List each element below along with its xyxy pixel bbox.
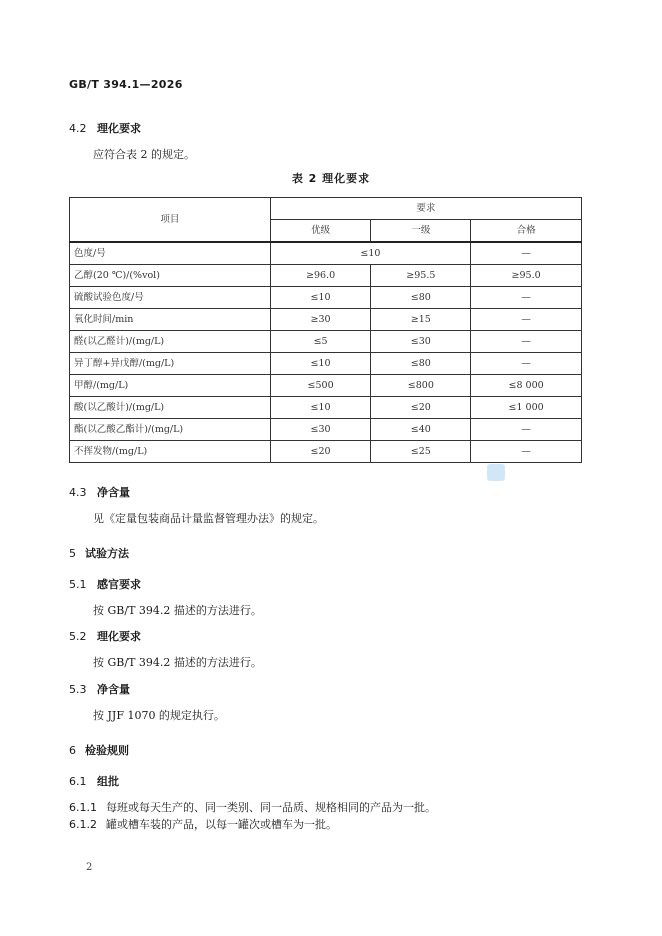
section-5-3-text: 按 JJF 1070 的规定执行。 (93, 709, 225, 722)
row-value: ≤10 (270, 353, 371, 375)
row-value: — (471, 419, 582, 441)
requirements-table (69, 197, 582, 463)
row-value: ≤80 (371, 353, 471, 375)
standard-code: GB/T 394.1—2026 (69, 78, 183, 91)
row-item: 酯(以乙酸乙酯计)/(mg/L) (70, 419, 271, 441)
row-value: ≤25 (371, 441, 471, 463)
row-value: ≤5 (270, 331, 371, 353)
row-value: — (471, 353, 582, 375)
section-number: 4.3 (69, 486, 87, 499)
header-grade: 优级 (270, 220, 371, 243)
row-item: 异丁醇+异戊醇/(mg/L) (70, 353, 271, 375)
row-item: 不挥发物/(mg/L) (70, 441, 271, 463)
section-number: 6.1 (69, 775, 87, 788)
clause-text: 罐或槽车装的产品，以每一罐次或槽车为一批。 (106, 818, 337, 831)
row-value: — (471, 441, 582, 463)
row-value: — (471, 287, 582, 309)
row-value: — (471, 242, 582, 265)
section-title: 检验规则 (85, 744, 129, 757)
section-number: 5.2 (69, 630, 87, 643)
row-value: ≤30 (270, 419, 371, 441)
section-4-3-text: 见《定量包装商品计量监督管理办法》的规定。 (93, 512, 324, 525)
row-value: — (471, 331, 582, 353)
row-value: ≥15 (371, 309, 471, 331)
row-value: ≤80 (371, 287, 471, 309)
row-value: ≤800 (371, 375, 471, 397)
row-value: ≥30 (270, 309, 371, 331)
table-row (70, 309, 582, 331)
table-row (70, 419, 582, 441)
clause-6-1-2 (69, 816, 337, 832)
clause-number: 6.1.2 (69, 818, 97, 831)
clause-6-1-1 (69, 799, 436, 815)
section-title: 净含量 (97, 486, 130, 499)
row-value: ≥96.0 (270, 265, 371, 287)
section-title: 组批 (97, 775, 119, 788)
row-value: ≤1 000 (471, 397, 582, 419)
row-value: ≤10 (270, 397, 371, 419)
row-value: ≤20 (371, 397, 471, 419)
section-title: 理化要求 (97, 630, 141, 643)
section-number: 4.2 (69, 122, 87, 135)
table-row (70, 242, 582, 265)
header-requirement: 要求 (270, 198, 581, 220)
row-value: ≤20 (270, 441, 371, 463)
row-value: ≥95.0 (471, 265, 582, 287)
table-row (70, 331, 582, 353)
row-item: 乙醇(20 ℃)/(%vol) (70, 265, 271, 287)
table-row (70, 375, 582, 397)
section-6-heading (69, 742, 129, 758)
header-item: 项目 (70, 198, 271, 243)
row-value: ≤500 (270, 375, 371, 397)
header-grade: 合格 (471, 220, 582, 243)
row-value: ≤40 (371, 419, 471, 441)
row-value: ≤8 000 (471, 375, 582, 397)
section-6-1-heading (69, 773, 119, 789)
table-title: 表 2 理化要求 (291, 172, 371, 185)
section-number: 5 (69, 547, 76, 560)
table-row (70, 441, 582, 463)
section-title: 试验方法 (85, 547, 129, 560)
row-value: ≤30 (371, 331, 471, 353)
row-item: 色度/号 (70, 242, 271, 265)
row-item: 硫酸试验色度/号 (70, 287, 271, 309)
table-row (70, 397, 582, 419)
row-item: 醛(以乙醛计)/(mg/L) (70, 331, 271, 353)
section-4-2-text: 应符合表 2 的规定。 (93, 148, 195, 161)
page-number: 2 (86, 862, 93, 873)
section-5-2-text: 按 GB/T 394.2 描述的方法进行。 (93, 656, 262, 669)
section-number: 6 (69, 744, 76, 757)
section-5-2-heading (69, 628, 141, 644)
section-title: 净含量 (97, 683, 130, 696)
clause-text: 每班或每天生产的、同一类别、同一品质、规格相同的产品为一批。 (106, 801, 436, 814)
section-5-3-heading (69, 681, 130, 697)
table-row (70, 287, 582, 309)
watermark-stamp (487, 464, 505, 481)
row-value: ≤10 (270, 287, 371, 309)
section-number: 5.1 (69, 578, 87, 591)
section-number: 5.3 (69, 683, 87, 696)
section-4-3-heading (69, 484, 130, 500)
row-item: 氧化时间/min (70, 309, 271, 331)
section-title: 感官要求 (97, 578, 141, 591)
row-value: — (471, 309, 582, 331)
header-grade: 一级 (371, 220, 471, 243)
section-title: 理化要求 (97, 122, 141, 135)
table-row (70, 353, 582, 375)
section-5-heading (69, 545, 129, 561)
row-value: ≥95.5 (371, 265, 471, 287)
section-4-2-heading (69, 120, 141, 136)
table-row (70, 265, 582, 287)
row-item: 甲醇/(mg/L) (70, 375, 271, 397)
row-item: 酸(以乙酸计)/(mg/L) (70, 397, 271, 419)
section-5-1-heading (69, 576, 141, 592)
row-value-merged: ≤10 (270, 242, 471, 265)
clause-number: 6.1.1 (69, 801, 97, 814)
section-5-1-text: 按 GB/T 394.2 描述的方法进行。 (93, 604, 262, 617)
